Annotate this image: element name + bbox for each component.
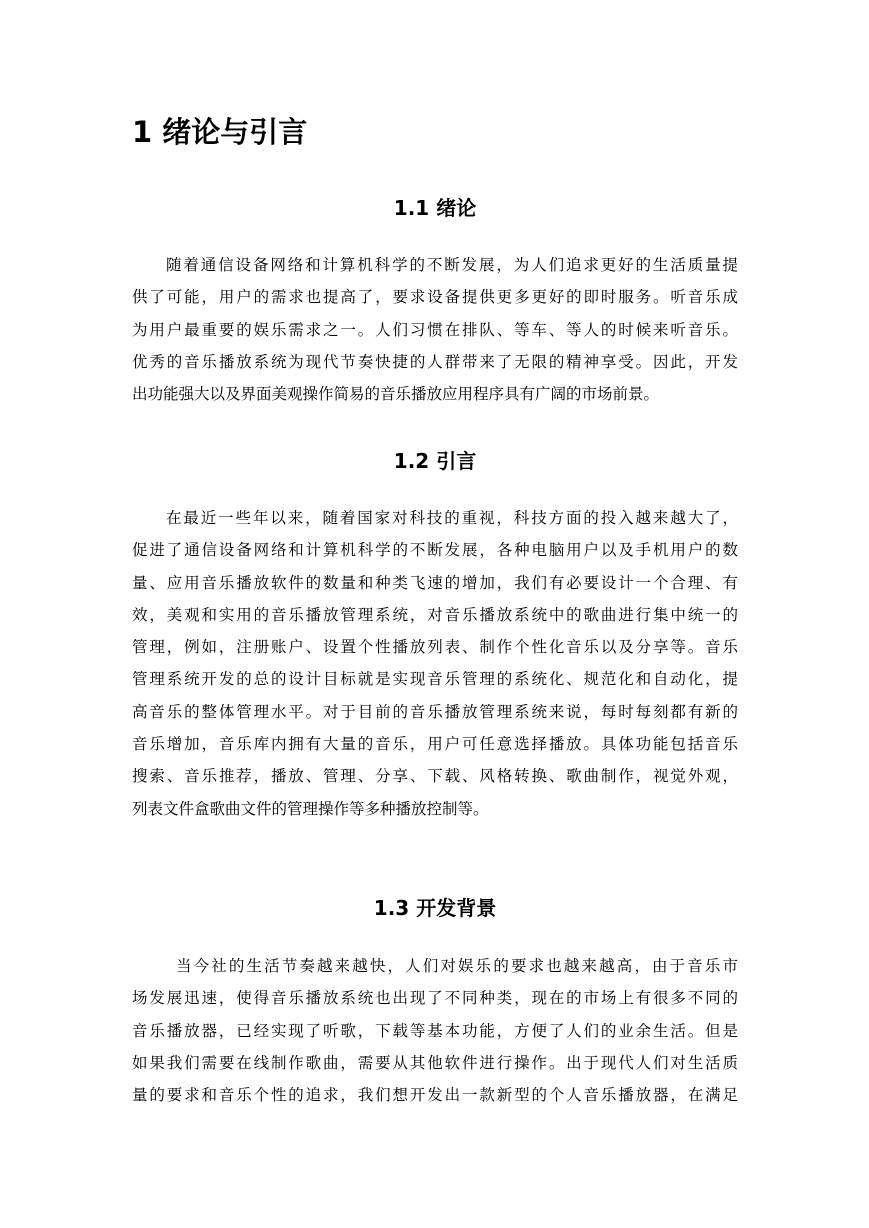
section-1-2-paragraph: [132, 502, 738, 825]
paragraph-line: 音乐增加，音乐库内拥有大量的音乐，用户可任意选择播放。具体功能包括音乐: [132, 735, 738, 754]
paragraph-line: 当今社的生活节奏越来越快，人们对娱乐的要求也越来越高，由于音乐市: [176, 957, 738, 975]
paragraph-line: 量、应用音乐播放软件的数量和种类飞速的增加，我们有必要设计一个合理、有: [132, 573, 738, 592]
section-heading-1-3: 1.3 开发背景: [373, 896, 497, 920]
paragraph-line: 效，美观和实用的音乐播放管理系统，对音乐播放系统中的歌曲进行集中统一的: [132, 605, 738, 624]
paragraph-line: 随着通信设备网络和计算机科学的不断发展，为人们追求更好的生活质量提: [166, 256, 738, 274]
paragraph-line: 出功能强大以及界面美观操作简易的音乐播放应用程序具有广阔的市场前景。: [132, 385, 660, 404]
section-1-3-paragraph: [132, 950, 738, 1111]
paragraph-line: 列表文件盒歌曲文件的管理操作等多种播放控制等。: [132, 799, 489, 818]
paragraph-line: 在最近一些年以来，随着国家对科技的重视，科技方面的投入越来越大了，: [166, 509, 738, 527]
chapter-title: 1 绪论与引言: [132, 115, 308, 149]
section-1-1-paragraph: [132, 249, 738, 410]
paragraph-line: 为用户最重要的娱乐需求之一。人们习惯在排队、等车、等人的时候来听音乐。: [132, 320, 738, 339]
paragraph-line: 管理，例如，注册账户、设置个性播放列表、制作个性化音乐以及分享等。音乐: [132, 638, 738, 657]
paragraph-line: 供了可能，用户的需求也提高了，要求设备提供更多更好的即时服务。听音乐成: [132, 288, 738, 307]
paragraph-line: 促进了通信设备网络和计算机科学的不断发展，各种电脑用户以及手机用户的数: [132, 541, 738, 560]
section-heading-1-1: 1.1 绪论: [393, 196, 477, 220]
paragraph-line: 场发展迅速，使得音乐播放系统也出现了不同种类，现在的市场上有很多不同的: [132, 989, 738, 1008]
paragraph-line: 如果我们需要在线制作歌曲，需要从其他软件进行操作。出于现代人们对生活质: [132, 1053, 738, 1072]
section-heading-1-2: 1.2 引言: [393, 449, 477, 473]
paragraph-line: 音乐播放器，已经实现了听歌，下载等基本功能，方便了人们的业余生活。但是: [132, 1021, 738, 1040]
paragraph-line: 搜索、音乐推荐，播放、管理、分享、下载、风格转换、歌曲制作，视觉外观，: [132, 767, 738, 786]
paragraph-line: 管理系统开发的总的设计目标就是实现音乐管理的系统化、规范化和自动化，提: [132, 670, 738, 689]
paragraph-line: 高音乐的整体管理水平。对于目前的音乐播放管理系统来说，每时每刻都有新的: [132, 702, 738, 721]
paragraph-line: 量的要求和音乐个性的追求，我们想开发出一款新型的个人音乐播放器，在满足: [132, 1086, 738, 1105]
paragraph-line: 优秀的音乐播放系统为现代节奏快捷的人群带来了无限的精神享受。因此，开发: [132, 352, 738, 371]
